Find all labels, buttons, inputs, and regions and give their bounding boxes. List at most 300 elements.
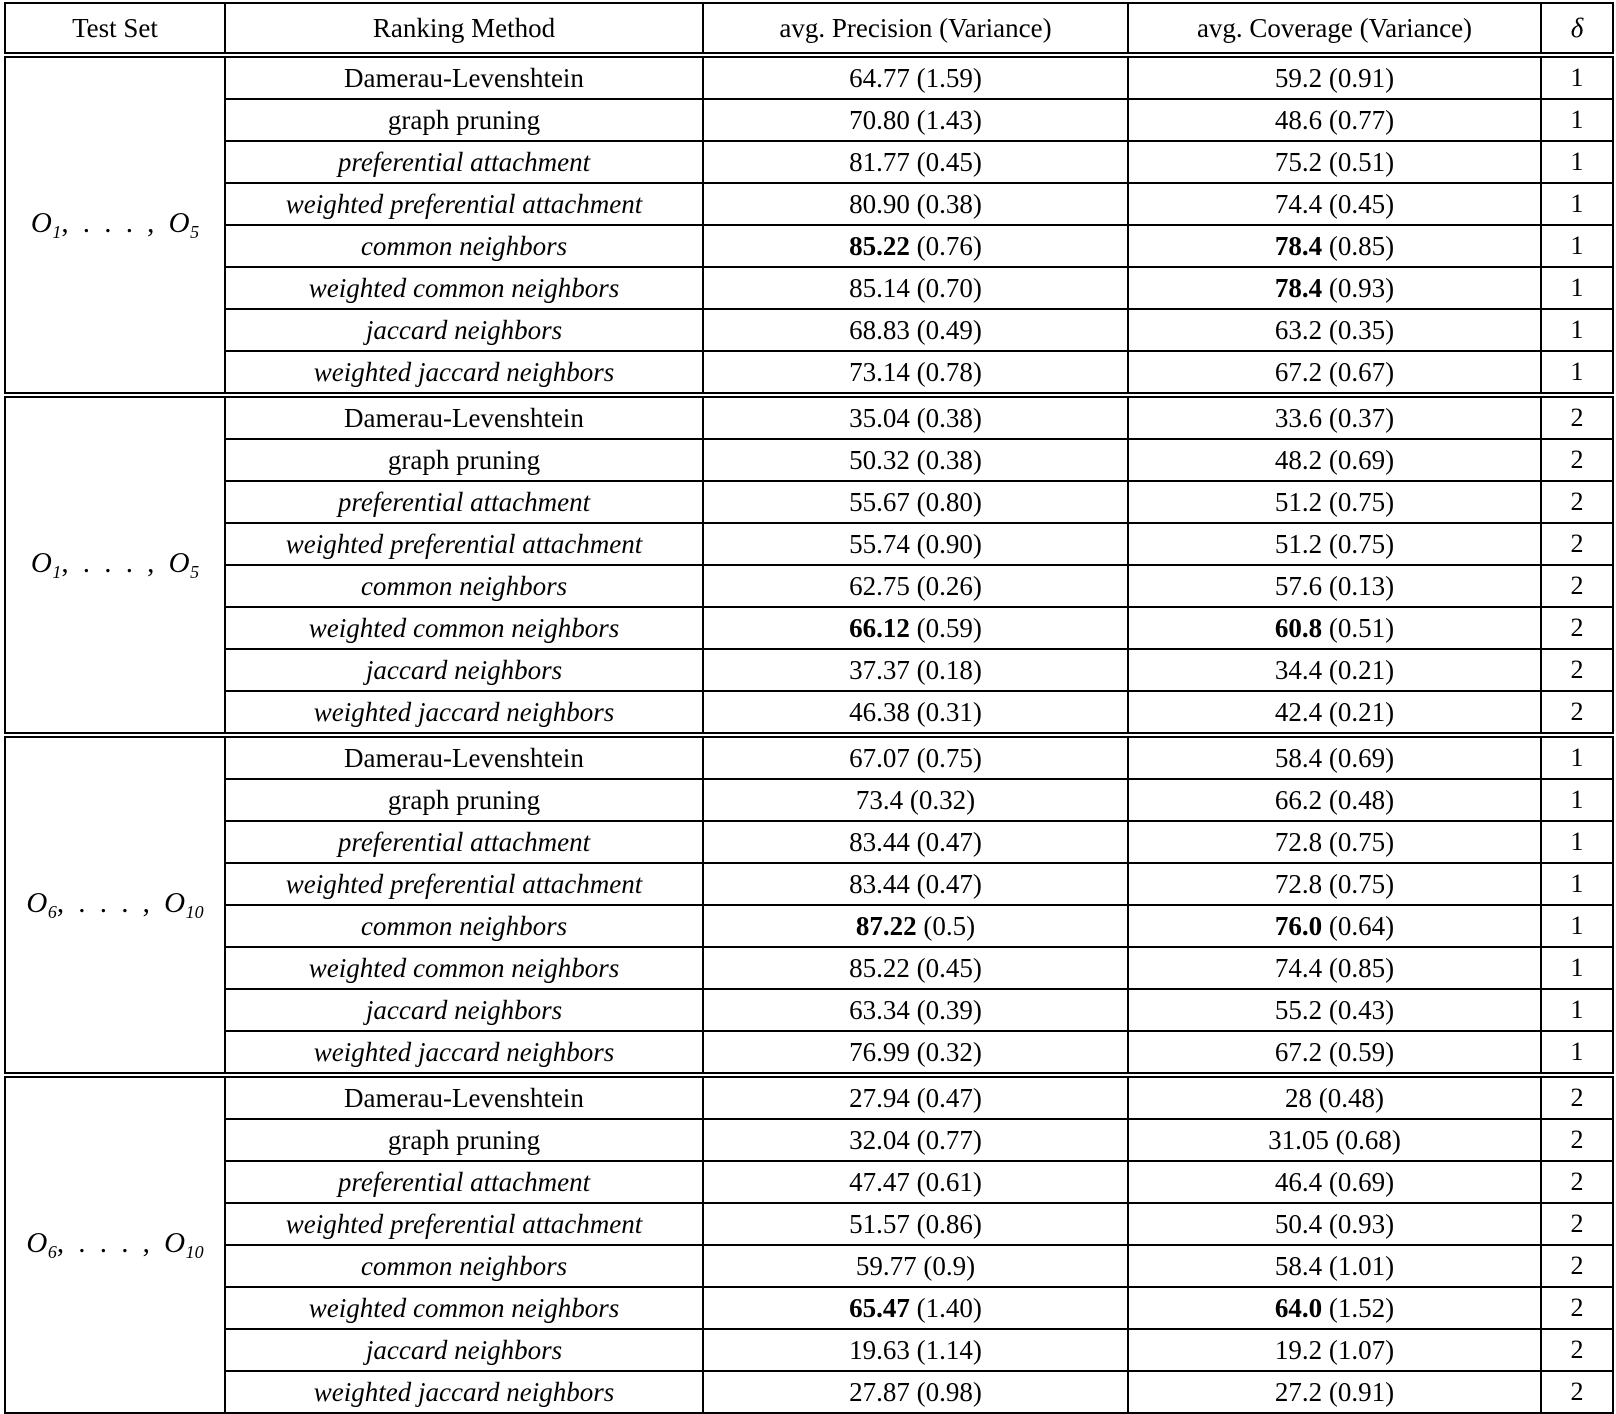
table-row [5,905,1613,947]
avg-precision-cell-variance: (0.47) [916,868,982,899]
table-row [5,55,1613,99]
avg-coverage-cell-value: 48.6 [1274,104,1323,135]
avg-precision-cell-value: 55.74 [849,528,910,559]
avg-precision-cell-variance: (0.49) [916,314,982,345]
avg-precision-cell-variance: (0.45) [916,952,982,983]
avg-coverage-cell-variance: (0.51) [1328,146,1395,177]
delta-cell: 2 [1541,1161,1613,1203]
results-table [4,2,1614,1414]
table-row [5,481,1613,523]
avg-precision-cell-variance: (0.18) [916,654,982,685]
avg-coverage-cell-value: 64.0 [1274,1292,1323,1323]
avg-coverage-cell-value: 72.8 [1274,868,1323,899]
avg-precision-cell-variance: (0.32) [916,1036,982,1067]
avg-precision-cell-variance: (0.76) [916,230,982,261]
ranking-method-cell: preferential attachment [225,481,703,523]
avg-precision-cell [703,779,1128,821]
avg-precision-cell-variance: (0.38) [916,188,982,219]
avg-precision-cell [703,267,1128,309]
test-set-cell [5,395,225,735]
table-row [5,1329,1613,1371]
delta-cell: 2 [1541,523,1613,565]
avg-coverage-cell-value: 76.0 [1274,910,1323,941]
ranking-method-cell: weighted jaccard neighbors [225,1371,703,1413]
avg-precision-cell [703,395,1128,439]
avg-coverage-cell-value: 75.2 [1274,146,1323,177]
avg-coverage-cell-variance: (0.21) [1328,696,1395,727]
table-row [5,309,1613,351]
table-row [5,395,1613,439]
table-row [5,779,1613,821]
avg-coverage-cell [1128,1203,1541,1245]
avg-precision-cell-variance: (0.47) [916,826,982,857]
avg-precision-cell [703,1371,1128,1413]
avg-precision-cell-value: 51.57 [849,1208,910,1239]
avg-coverage-cell-value: 19.2 [1274,1334,1323,1365]
avg-coverage-cell-value: 72.8 [1274,826,1323,857]
avg-precision-cell-value: 85.14 [849,272,910,303]
avg-coverage-cell [1128,267,1541,309]
table-row [5,1245,1613,1287]
ranking-method-cell: preferential attachment [225,821,703,863]
avg-coverage-cell-value: 58.4 [1274,742,1323,773]
table-row [5,523,1613,565]
avg-coverage-cell-value: 66.2 [1274,784,1323,815]
avg-coverage-cell-variance: (1.52) [1328,1292,1395,1323]
avg-precision-cell [703,351,1128,395]
avg-coverage-cell-variance: (0.91) [1328,62,1395,93]
avg-coverage-cell [1128,989,1541,1031]
delta-cell: 2 [1541,1371,1613,1413]
avg-coverage-cell-variance: (0.91) [1328,1376,1395,1407]
avg-coverage-cell-variance: (0.75) [1328,486,1395,517]
delta-cell: 1 [1541,905,1613,947]
table-row [5,607,1613,649]
delta-cell: 2 [1541,1075,1613,1119]
delta-cell: 1 [1541,99,1613,141]
avg-coverage-cell [1128,351,1541,395]
table-block [5,395,1613,735]
avg-precision-cell-value: 85.22 [849,230,910,261]
avg-coverage-cell-value: 60.8 [1274,612,1323,643]
table-row [5,863,1613,905]
avg-coverage-cell [1128,55,1541,99]
ranking-method-cell: weighted common neighbors [225,267,703,309]
avg-precision-cell-value: 68.83 [849,314,910,345]
delta-cell: 1 [1541,779,1613,821]
delta-cell: 1 [1541,55,1613,99]
avg-precision-cell [703,523,1128,565]
avg-coverage-cell-value: 55.2 [1274,994,1323,1025]
delta-cell: 2 [1541,649,1613,691]
avg-precision-cell-variance: (0.78) [916,356,982,387]
table-row [5,439,1613,481]
avg-coverage-cell [1128,141,1541,183]
avg-precision-cell-value: 46.38 [849,696,910,727]
avg-coverage-cell-variance: (0.37) [1328,402,1395,433]
table-row [5,1119,1613,1161]
test-set-label: $O_1$, . . . , $O_5$ [30,547,200,582]
avg-coverage-cell-value: 57.6 [1274,570,1323,601]
avg-coverage-cell-value: 46.4 [1274,1166,1323,1197]
avg-precision-cell-value: 27.87 [849,1376,910,1407]
avg-precision-cell-variance: (0.32) [909,784,976,815]
avg-precision-cell-variance: (0.61) [916,1166,982,1197]
avg-coverage-cell [1128,905,1541,947]
avg-precision-cell [703,1031,1128,1075]
avg-precision-cell [703,1203,1128,1245]
table-header [5,3,1613,55]
avg-coverage-cell [1128,99,1541,141]
avg-precision-cell [703,141,1128,183]
delta-cell: 2 [1541,1119,1613,1161]
avg-coverage-cell-variance: (0.21) [1328,654,1395,685]
avg-precision-cell-value: 73.14 [849,356,910,387]
avg-coverage-cell-value: 74.4 [1274,188,1323,219]
delta-cell: 2 [1541,1203,1613,1245]
avg-coverage-cell [1128,947,1541,989]
avg-coverage-cell-variance: (0.69) [1328,742,1395,773]
avg-precision-cell-value: 50.32 [849,444,910,475]
avg-precision-cell [703,55,1128,99]
avg-precision-cell-variance: (0.45) [916,146,982,177]
avg-precision-cell [703,735,1128,779]
avg-coverage-cell-value: 50.4 [1274,1208,1323,1239]
delta-cell: 2 [1541,1245,1613,1287]
avg-coverage-cell-variance: (0.93) [1328,1208,1395,1239]
avg-precision-cell-variance: (0.80) [916,486,982,517]
avg-coverage-cell-variance: (0.67) [1328,356,1395,387]
avg-coverage-cell [1128,1075,1541,1119]
avg-coverage-cell-variance: (0.93) [1328,272,1395,303]
avg-precision-cell-variance: (1.43) [916,104,982,135]
avg-coverage-cell [1128,1371,1541,1413]
ranking-method-cell: common neighbors [225,1245,703,1287]
avg-coverage-cell-value: 42.4 [1274,696,1323,727]
avg-coverage-cell-value: 27.2 [1274,1376,1323,1407]
avg-coverage-cell-value: 48.2 [1274,444,1323,475]
column-header-ranking-method: Ranking Method [225,3,703,55]
avg-precision-cell-value: 67.07 [849,742,910,773]
avg-precision-cell-variance: (0.86) [916,1208,982,1239]
avg-precision-cell-value: 19.63 [849,1334,910,1365]
avg-coverage-cell-variance: (0.69) [1328,444,1395,475]
delta-cell: 2 [1541,1287,1613,1329]
avg-precision-cell-variance: (1.14) [916,1334,982,1365]
avg-precision-cell-variance: (0.98) [916,1376,982,1407]
ranking-method-cell: weighted jaccard neighbors [225,1031,703,1075]
avg-precision-cell-variance: (0.39) [916,994,982,1025]
avg-coverage-cell [1128,607,1541,649]
delta-cell: 2 [1541,1329,1613,1371]
avg-precision-cell-variance: (0.9) [923,1250,976,1281]
avg-precision-cell [703,691,1128,735]
avg-precision-cell [703,183,1128,225]
table-row [5,735,1613,779]
avg-coverage-cell-variance: (1.07) [1328,1334,1395,1365]
delta-cell: 2 [1541,395,1613,439]
column-header-delta: δ [1541,3,1613,55]
avg-coverage-cell [1128,1245,1541,1287]
avg-precision-cell-variance: (0.38) [916,444,982,475]
table-row [5,565,1613,607]
avg-precision-cell-value: 81.77 [849,146,910,177]
avg-coverage-cell [1128,1287,1541,1329]
column-header-test-set: Test Set [5,3,225,55]
table-row [5,821,1613,863]
avg-precision-cell-value: 65.47 [849,1292,910,1323]
avg-coverage-cell-variance: (1.01) [1328,1250,1395,1281]
ranking-method-cell: weighted preferential attachment [225,523,703,565]
avg-coverage-cell [1128,1119,1541,1161]
avg-coverage-cell [1128,565,1541,607]
delta-cell: 1 [1541,183,1613,225]
table-row [5,691,1613,735]
ranking-method-cell: jaccard neighbors [225,649,703,691]
test-set-cell [5,735,225,1075]
avg-precision-cell-value: 47.47 [849,1166,910,1197]
avg-coverage-cell-variance: (0.69) [1328,1166,1395,1197]
test-set-cell [5,1075,225,1413]
delta-cell: 1 [1541,141,1613,183]
avg-coverage-cell [1128,481,1541,523]
avg-precision-cell [703,439,1128,481]
ranking-method-cell: graph pruning [225,779,703,821]
avg-precision-cell-value: 59.77 [855,1250,917,1281]
avg-precision-cell-value: 63.34 [849,994,910,1025]
avg-precision-cell-value: 37.37 [849,654,910,685]
avg-precision-cell-value: 85.22 [849,952,910,983]
avg-coverage-cell [1128,779,1541,821]
delta-cell: 2 [1541,607,1613,649]
delta-cell: 1 [1541,989,1613,1031]
table-row [5,141,1613,183]
avg-precision-cell-value: 73.4 [855,784,904,815]
test-set-label: $O_6$, . . . , $O_{10}$ [26,1227,204,1262]
ranking-method-cell: weighted preferential attachment [225,1203,703,1245]
avg-coverage-cell-value: 67.2 [1274,1036,1323,1067]
test-set-label: $O_1$, . . . , $O_5$ [30,207,200,242]
avg-coverage-cell-value: 28 [1285,1082,1312,1113]
table-row [5,1075,1613,1119]
column-header-avg-coverage: avg. Coverage (Variance) [1128,3,1541,55]
delta-cell: 1 [1541,821,1613,863]
table-row [5,225,1613,267]
header-row [5,3,1613,55]
avg-precision-cell-value: 76.99 [849,1036,910,1067]
avg-precision-cell-variance: (0.77) [916,1124,982,1155]
avg-precision-cell-value: 83.44 [849,826,910,857]
ranking-method-cell: Damerau-Levenshtein [225,1075,703,1119]
table-row [5,1031,1613,1075]
avg-coverage-cell [1128,821,1541,863]
avg-coverage-cell [1128,1329,1541,1371]
avg-precision-cell-variance: (1.40) [916,1292,982,1323]
table-block [5,55,1613,395]
avg-coverage-cell [1128,1031,1541,1075]
ranking-method-cell: weighted preferential attachment [225,863,703,905]
delta-cell: 1 [1541,225,1613,267]
test-set-cell [5,55,225,395]
ranking-method-cell: weighted common neighbors [225,947,703,989]
avg-precision-cell-variance: (0.90) [916,528,982,559]
avg-precision-cell [703,607,1128,649]
avg-precision-cell [703,863,1128,905]
avg-coverage-cell [1128,309,1541,351]
avg-precision-cell-value: 62.75 [849,570,910,601]
ranking-method-cell: common neighbors [225,905,703,947]
avg-precision-cell [703,481,1128,523]
ranking-method-cell: weighted common neighbors [225,607,703,649]
ranking-method-cell: Damerau-Levenshtein [225,55,703,99]
avg-coverage-cell [1128,691,1541,735]
table-row [5,1287,1613,1329]
avg-coverage-cell-value: 78.4 [1274,272,1323,303]
table-row [5,1371,1613,1413]
ranking-method-cell: common neighbors [225,225,703,267]
avg-precision-cell [703,309,1128,351]
ranking-method-cell: Damerau-Levenshtein [225,395,703,439]
ranking-method-cell: graph pruning [225,99,703,141]
table-block [5,735,1613,1075]
avg-precision-cell [703,565,1128,607]
ranking-method-cell: jaccard neighbors [225,1329,703,1371]
delta-cell: 1 [1541,267,1613,309]
table-row [5,1203,1613,1245]
avg-coverage-cell [1128,735,1541,779]
avg-precision-cell [703,1161,1128,1203]
avg-coverage-cell [1128,183,1541,225]
avg-precision-cell-variance: (0.26) [916,570,982,601]
avg-precision-cell-variance: (0.38) [916,402,982,433]
delta-cell: 1 [1541,351,1613,395]
avg-coverage-cell-variance: (0.75) [1328,826,1395,857]
table-row [5,351,1613,395]
avg-coverage-cell-value: 51.2 [1274,486,1323,517]
avg-precision-cell-value: 66.12 [849,612,910,643]
avg-precision-cell-variance: (0.75) [916,742,982,773]
ranking-method-cell: graph pruning [225,1119,703,1161]
avg-coverage-cell [1128,1161,1541,1203]
avg-coverage-cell-variance: (0.51) [1328,612,1395,643]
avg-coverage-cell-variance: (0.75) [1328,528,1395,559]
avg-precision-cell [703,947,1128,989]
avg-precision-cell-value: 64.77 [849,62,910,93]
avg-coverage-cell-variance: (0.85) [1328,230,1395,261]
table-row [5,649,1613,691]
avg-precision-cell [703,1119,1128,1161]
ranking-method-cell: jaccard neighbors [225,989,703,1031]
table-row [5,183,1613,225]
avg-precision-cell [703,649,1128,691]
avg-precision-cell [703,1245,1128,1287]
delta-cell: 1 [1541,1031,1613,1075]
avg-coverage-cell-value: 31.05 [1268,1124,1329,1155]
table-row [5,267,1613,309]
ranking-method-cell: weighted jaccard neighbors [225,691,703,735]
avg-precision-cell [703,989,1128,1031]
avg-coverage-cell-variance: (0.35) [1328,314,1395,345]
avg-precision-cell-variance: (0.59) [916,612,982,643]
avg-coverage-cell [1128,523,1541,565]
avg-precision-cell [703,99,1128,141]
avg-precision-cell-value: 80.90 [849,188,910,219]
column-header-avg-precision: avg. Precision (Variance) [703,3,1128,55]
avg-precision-cell [703,1329,1128,1371]
avg-coverage-cell-variance: (0.59) [1328,1036,1395,1067]
delta-cell: 2 [1541,439,1613,481]
avg-coverage-cell-variance: (0.75) [1328,868,1395,899]
avg-coverage-cell-variance: (0.64) [1328,910,1395,941]
ranking-method-cell: jaccard neighbors [225,309,703,351]
delta-cell: 2 [1541,481,1613,523]
avg-precision-cell-variance: (0.5) [923,910,976,941]
ranking-method-cell: common neighbors [225,565,703,607]
table-row [5,989,1613,1031]
avg-coverage-cell-value: 33.6 [1274,402,1323,433]
avg-precision-cell-value: 87.22 [855,910,917,941]
avg-coverage-cell-variance: (0.43) [1328,994,1395,1025]
table-row [5,1161,1613,1203]
avg-coverage-cell-value: 63.2 [1274,314,1323,345]
table-row [5,947,1613,989]
test-set-label: $O_6$, . . . , $O_{10}$ [26,887,204,922]
delta-cell: 1 [1541,309,1613,351]
avg-precision-cell-value: 70.80 [849,104,910,135]
avg-precision-cell-value: 83.44 [849,868,910,899]
table-block [5,1075,1613,1413]
avg-coverage-cell-variance: (0.85) [1328,952,1395,983]
avg-coverage-cell-variance: (0.13) [1328,570,1395,601]
delta-cell: 2 [1541,691,1613,735]
avg-coverage-cell-value: 74.4 [1274,952,1323,983]
ranking-method-cell: preferential attachment [225,141,703,183]
avg-precision-cell-value: 27.94 [849,1082,910,1113]
avg-coverage-cell-variance: (0.48) [1318,1082,1384,1113]
delta-cell: 1 [1541,735,1613,779]
avg-precision-cell-value: 35.04 [849,402,910,433]
delta-cell: 2 [1541,565,1613,607]
avg-coverage-cell-value: 58.4 [1274,1250,1323,1281]
avg-coverage-cell-value: 59.2 [1274,62,1323,93]
avg-precision-cell-variance: (1.59) [916,62,982,93]
avg-coverage-cell-variance: (0.45) [1328,188,1395,219]
delta-cell: 1 [1541,863,1613,905]
table-row [5,99,1613,141]
avg-precision-cell-value: 55.67 [849,486,910,517]
avg-precision-cell-variance: (0.31) [916,696,982,727]
avg-coverage-cell-variance: (0.77) [1328,104,1395,135]
avg-coverage-cell-value: 34.4 [1274,654,1323,685]
ranking-method-cell: Damerau-Levenshtein [225,735,703,779]
avg-precision-cell [703,1287,1128,1329]
avg-coverage-cell [1128,649,1541,691]
avg-coverage-cell-value: 67.2 [1274,356,1323,387]
ranking-method-cell: weighted jaccard neighbors [225,351,703,395]
ranking-method-cell: weighted common neighbors [225,1287,703,1329]
ranking-method-cell: preferential attachment [225,1161,703,1203]
avg-coverage-cell-value: 51.2 [1274,528,1323,559]
ranking-method-cell: weighted preferential attachment [225,183,703,225]
avg-coverage-cell-value: 78.4 [1274,230,1323,261]
avg-coverage-cell [1128,439,1541,481]
avg-precision-cell-variance: (0.47) [916,1082,982,1113]
avg-precision-cell [703,821,1128,863]
avg-precision-cell [703,1075,1128,1119]
avg-coverage-cell [1128,225,1541,267]
ranking-method-cell: graph pruning [225,439,703,481]
avg-precision-cell [703,225,1128,267]
